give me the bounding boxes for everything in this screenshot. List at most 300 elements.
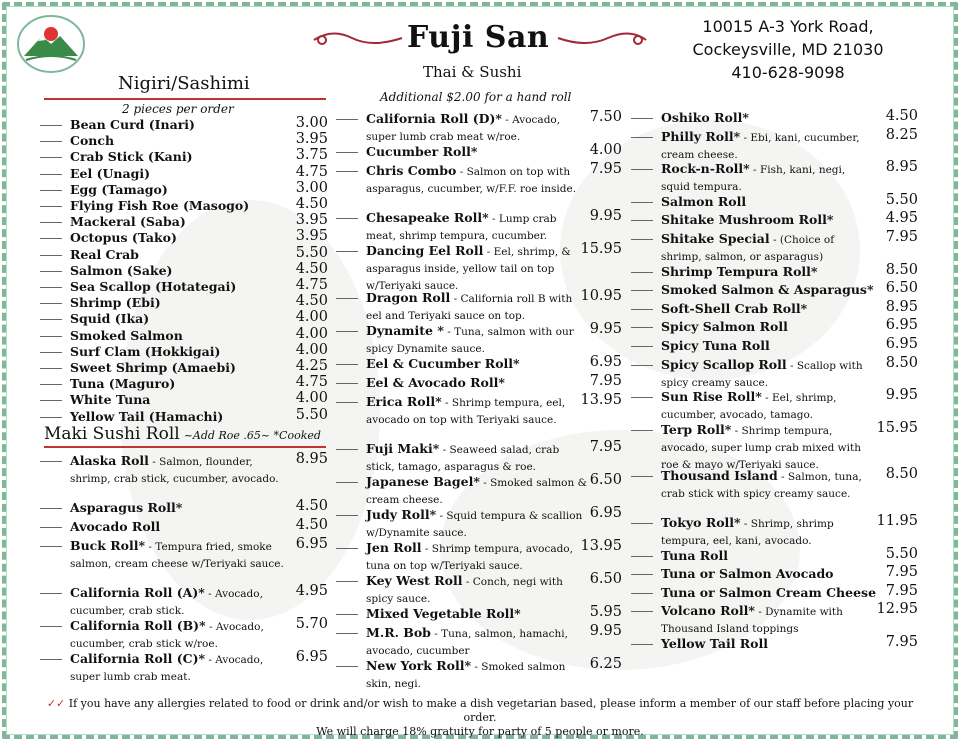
menu-item [70,498,328,515]
menu-item-description: - Tempura fried, smoke salmon, cream cheese w/Teriyaki sauce. [70,541,284,570]
menu-item-name: Sweet Shrimp (Amaebi) [70,360,236,375]
menu-item-price: 4.50 [295,293,328,310]
leader-line [336,482,358,483]
leader-line [40,352,62,353]
leader-line [336,364,358,365]
menu-item-price: 5.70 [295,616,328,632]
leader-line [631,611,653,612]
nigiri-note: 2 pieces per order [122,102,234,116]
address-line1: 10015 A-3 York Road, [702,17,874,36]
menu-item-description: - Conch, negi with spicy sauce. [366,576,563,605]
menu-item-price: 9.95 [589,623,622,639]
menu-item [661,466,918,502]
menu-item-description: - Tuna, salmon, hamachi, avocado, cucumber [366,628,568,657]
menu-item [661,159,918,195]
menu-item-name: Crab Stick (Kani) [70,149,193,165]
menu-item-price: 7.95 [885,564,918,581]
menu-item-price: 4.95 [295,583,328,599]
menu-item [70,309,328,327]
menu-item-price: 6.50 [589,571,622,587]
menu-item [70,536,328,572]
menu-item-price: 6.50 [589,472,622,488]
menu-item-name: Egg (Tamago) [70,181,168,197]
footer-line1: If you have any allergies related to food or drink and/or wish to make a dish vegetarian based, please inform a member of our staff before placing your order. [68,697,914,724]
menu-item-price: 7.95 [589,161,622,177]
check-icon: ✓✓ [46,697,66,710]
menu-item-description: - Avocado, cucumber, crab stick w/roe. [70,621,264,650]
menu-item-price: 7.95 [589,439,622,455]
menu-item [366,505,622,541]
menu-item-name: Eel (Unagi) [70,165,150,181]
leader-line [336,449,358,450]
leader-line [40,222,62,223]
leader-line [631,137,653,138]
menu-item-price: 5.50 [295,406,328,423]
menu-item [70,147,328,165]
menu-item-price: 9.95 [589,321,622,337]
menu-item [366,241,622,294]
menu-item-description: - Ebi, kani, cucumber, cream cheese. [661,131,860,161]
menu-item-description: - Shrimp, shrimp tempura, eel, kani, avocado. [661,518,834,547]
menu-item [661,634,918,651]
menu-item [70,131,328,149]
leader-line [336,383,358,384]
menu-item-price: 6.95 [589,505,622,521]
leader-line [40,157,62,158]
menu-item-description: - Shrimp tempura, eel, avocado on top with Teriyaki sauce. [366,397,566,426]
menu-item [70,649,328,685]
menu-item [366,472,622,508]
menu-item-price: 3.95 [295,228,328,245]
leader-line [631,593,653,594]
leader-line [40,368,62,369]
leader-line [40,508,62,509]
menu-item-price: 7.95 [885,634,918,650]
menu-item-description: - Seaweed salad, crab stick, tamago, asparagus & roe. [366,444,560,473]
menu-item-name: Bean Curd (Inari) [70,117,195,132]
menu-item-description: - Squid tempura & scallion w/Dynamite sauce. [366,510,583,539]
leader-line [40,659,62,660]
menu-item-description: - Shrimp tempura, avocado, super lump crab mixed with roe & mayo w/Teriyaki sauce. [661,424,862,471]
menu-item-name: Fuji Maki* [366,441,440,456]
menu-item [366,161,622,197]
leader-line [40,417,62,418]
menu-item-price: 15.95 [580,241,622,257]
menu-item [70,244,328,262]
menu-item [70,212,328,230]
leader-line [336,119,358,120]
menu-item [661,298,918,316]
menu-item-description: - Scallop with spicy creamy sauce. [661,359,863,389]
menu-item-price: 4.25 [295,358,328,374]
menu-item-name: Asparagus Roll* [70,500,183,515]
maki-divider [44,446,326,448]
menu-item-price: 11.95 [876,513,918,529]
leader-line [631,327,653,328]
menu-item [366,392,622,428]
leader-line [336,548,358,549]
menu-item-name: Spicy Tuna Roll [661,338,770,353]
menu-item-price: 6.95 [295,536,328,552]
menu-item-name: California Roll (C)* [70,651,206,666]
menu-item-name: Smoked Salmon & Asparagus* [661,282,874,298]
leader-line [336,331,358,332]
left-swirl-ornament [312,28,404,50]
menu-item [70,325,328,343]
menu-item-price: 6.95 [885,317,918,334]
leader-line [40,400,62,401]
menu-item-name: Mackeral (Saba) [70,214,186,230]
menu-item-price: 7.95 [589,373,622,389]
leader-line [631,220,653,221]
menu-item [70,583,328,619]
menu-item-name: Japanese Bagel* [366,474,480,489]
menu-item-name: Conch [70,133,115,149]
menu-item-price: 5.50 [295,244,328,261]
restaurant-subtitle: Thai & Sushi [423,63,522,81]
menu-item-name: Buck Roll* [70,538,146,553]
menu-item-description: - Tuna, salmon with our spicy Dynamite sauce. [366,326,574,355]
leader-line [631,476,653,477]
leader-line [336,402,358,403]
menu-item-price: 7.95 [885,229,918,245]
menu-item [70,115,328,132]
menu-item-description: - Fish, kani, negi, squid tempura. [661,164,846,194]
footer-line2: We will charge 18% gratuity for party of 5 people or more. [316,725,644,738]
leader-line [40,174,62,175]
menu-item [366,142,622,159]
menu-item-price: 3.00 [295,115,328,131]
menu-item-price: 3.95 [295,131,328,148]
menu-item [661,317,918,335]
leader-line [40,190,62,191]
menu-item [70,228,328,246]
menu-item [366,109,622,145]
menu-item-price: 4.00 [295,325,328,342]
leader-line [40,336,62,337]
leader-line [40,546,62,547]
menu-item-price: 4.00 [295,390,328,407]
menu-item-price: 4.00 [295,341,328,358]
menu-item-price: 4.00 [589,142,622,158]
menu-item-price: 3.75 [295,147,328,164]
menu-item-name: Octopus (Tako) [70,230,177,246]
leader-line [40,384,62,385]
menu-item-name: Dynamite * [366,323,444,338]
menu-item-name: Soft-Shell Crab Roll* [661,300,808,316]
nigiri-divider [44,98,326,100]
menu-item [661,210,918,228]
menu-item [661,354,918,391]
menu-item-name: Dragon Roll [366,290,451,305]
menu-item-name: Judy Roll* [366,507,437,522]
leader-line [40,303,62,304]
leader-line [336,218,358,219]
menu-item [70,390,328,408]
menu-item-name: Volcano Roll* [661,603,755,619]
menu-item-name: California Roll (A)* [70,585,205,600]
menu-item [661,601,918,637]
menu-item-price: 9.95 [589,208,622,224]
menu-item-price: 4.75 [295,163,328,180]
menu-item [366,321,622,357]
menu-item-price: 7.50 [589,109,622,125]
menu-item-description: - (Choice of shrimp, salmon, or asparagus) [661,234,835,263]
menu-item-description: - Smoked salmon skin, negi. [366,661,566,690]
leader-line [631,397,653,398]
leader-line [631,556,653,557]
menu-item-name: Spicy Salmon Roll [661,319,788,335]
menu-item-price: 8.50 [885,354,918,371]
menu-item-name: Eel & Avocado Roll* [366,375,505,390]
menu-item-name: New York Roll* [366,658,472,673]
leader-line [336,614,358,615]
menu-item-price: 4.75 [295,277,328,293]
leader-line [336,298,358,299]
menu-item-name: Avocado Roll [70,519,161,534]
leader-line [40,206,62,207]
menu-item-name: California Roll (D)* [366,111,502,126]
right-swirl-ornament [556,28,648,50]
menu-item [661,387,918,423]
leader-line [40,593,62,594]
leader-line [631,644,653,645]
menu-item [661,545,918,563]
menu-item [366,538,622,574]
menu-item-price: 13.95 [580,392,622,408]
footer-notice [40,697,920,739]
menu-item [366,208,622,244]
menu-item-name: California Roll (B)* [70,618,206,633]
menu-item [661,280,918,298]
menu-item-price: 3.95 [295,212,328,229]
menu-item [70,374,328,392]
menu-item-description: - California roll B with eel and Teriyaki sauce on top. [366,293,573,322]
leader-line [40,527,62,528]
menu-item-name: Squid (Ika) [70,311,150,327]
leader-line [40,319,62,320]
menu-item-name: Sea Scallop (Hotategai) [70,279,237,294]
leader-line [631,574,653,575]
leader-line [336,171,358,172]
menu-item-description: - Avocado, super lumb crab meat w/roe. [366,114,561,143]
maki-note: ~Add Roe .65~ *Cooked [183,429,321,442]
menu-item [661,419,918,473]
menu-item [366,439,622,475]
menu-item-name: Real Crab [70,246,139,262]
menu-item-price: 6.50 [885,280,918,297]
menu-item-name: Terp Roll* [661,421,732,437]
leader-line [336,666,358,667]
menu-item [70,196,328,213]
menu-item-price: 10.95 [580,288,622,304]
leader-line [631,523,653,524]
leader-line [40,626,62,627]
menu-item-description: - Smoked salmon & cream cheese. [366,477,587,506]
menu-item-price: 9.95 [885,387,918,404]
fuji-logo-icon [16,14,86,74]
menu-item-name: Sun Rise Roll* [661,389,762,405]
menu-item-name: Oshiko Roll* [661,110,749,125]
leader-line [631,430,653,431]
menu-item-name: Key West Roll [366,573,463,588]
leader-line [40,141,62,142]
menu-item-name: Tuna (Maguro) [70,376,176,392]
leader-line [631,290,653,291]
menu-item-price: 5.50 [885,191,918,208]
menu-item-description: - Lump crab meat, shrimp tempura, cucumber. [366,213,557,242]
menu-item-price: 13.95 [580,538,622,554]
menu-item-price: 5.95 [589,604,622,620]
menu-item-name: Salmon Roll [661,193,747,209]
menu-item-name: Tuna or Salmon Cream Cheese [661,584,877,600]
menu-item-price: 15.95 [876,419,918,436]
leader-line [631,365,653,366]
menu-item-price: 4.95 [885,210,918,227]
menu-item [70,179,328,197]
menu-item-name: Jen Roll [366,540,422,555]
footer-line1-wrap [40,697,920,725]
menu-item-price: 12.95 [876,601,918,618]
menu-item-name: Shitake Special [661,231,770,246]
menu-item-name: Eel & Cucumber Roll* [366,356,520,371]
menu-item-price: 7.95 [885,582,918,599]
menu-item-name: Spicy Scallop Roll [661,356,787,372]
menu-item-name: Salmon (Sake) [70,262,173,278]
menu-item-description: - Dynamite with Thousand Island toppings [661,606,843,636]
menu-item-name: Yellow Tail Roll [661,636,769,651]
menu-item [70,260,328,278]
menu-item-price: 8.50 [885,466,918,483]
menu-item-price: 6.95 [885,336,918,352]
menu-item-price: 6.25 [589,656,622,672]
menu-item-price: 8.25 [885,126,918,143]
menu-item [70,293,328,311]
menu-item-name: Tuna or Salmon Avocado [661,566,834,582]
menu-item-name: Dancing Eel Roll [366,243,484,258]
menu-item [70,616,328,652]
menu-item-price: 6.95 [589,354,622,370]
menu-item-name: White Tuna [70,392,151,408]
leader-line [40,271,62,272]
menu-item [366,623,622,659]
menu-item-name: Chris Combo [366,163,457,178]
menu-item-price: 4.50 [295,498,328,514]
menu-item-description: - Eel, shrimp, cucumber, avocado, tamago. [661,392,837,422]
leader-line [631,346,653,347]
menu-item [70,358,328,375]
menu-item [70,163,328,181]
menu-item-name: Flying Fish Roe (Masogo) [70,198,250,213]
menu-item [366,571,622,607]
menu-item-price: 4.50 [885,108,918,124]
leader-line [40,238,62,239]
menu-item-price: 4.50 [295,196,328,212]
menu-item [661,229,918,265]
menu-item-price: 8.95 [885,159,918,176]
menu-item-name: Yellow Tail (Hamachi) [70,408,224,424]
menu-item-name: Alaska Roll [70,453,149,468]
menu-item [70,451,328,487]
menu-item-name: Smoked Salmon [70,327,183,343]
menu-item-name: Mixed Vegetable Roll* [366,606,521,621]
menu-item-name: Tokyo Roll* [661,515,741,530]
menu-item [70,406,328,424]
leader-line [631,118,653,119]
menu-item-price: 6.95 [295,649,328,665]
menu-item [366,354,622,371]
menu-item-name: Cucumber Roll* [366,144,478,159]
menu-item [661,513,918,549]
menu-item-description: - Avocado, super lumb crab meat. [70,654,264,683]
phone-number: 410-628-9098 [731,63,845,82]
leader-line [336,515,358,516]
menu-item-price: 8.95 [295,451,328,467]
menu-item-name: Philly Roll* [661,128,741,144]
menu-item-name: Erica Roll* [366,394,442,409]
menu-item-price: 3.00 [295,179,328,196]
menu-item-price: 4.50 [295,260,328,277]
menu-item-name: M.R. Bob [366,625,431,640]
menu-item-name: Surf Clam (Hokkigai) [70,343,221,359]
leader-line [336,633,358,634]
menu-item-name: Rock-n-Roll* [661,161,750,177]
leader-line [631,169,653,170]
address-line2: Cockeysville, MD 21030 [692,40,884,59]
hand-roll-note: Additional $2.00 for a hand roll [380,90,572,104]
menu-item-name: Chesapeake Roll* [366,210,489,225]
menu-item [661,261,918,279]
leader-line [40,125,62,126]
menu-item [366,288,622,324]
menu-item-description: - Avocado, cucumber, crab stick. [70,588,263,617]
menu-item [70,341,328,359]
menu-item-price: 8.50 [885,261,918,278]
menu-item-description: - Salmon, flounder, shrimp, crab stick, cucumber, avocado. [70,456,279,485]
menu-item-description: - Shrimp tempura, avocado, tuna on top w/Teriyaki sauce. [366,543,573,572]
menu-item-description: - Salmon, tuna, crab stick with spicy creamy sauce. [661,471,862,501]
leader-line [336,251,358,252]
menu-item-name: Shrimp (Ebi) [70,295,161,311]
leader-line [631,239,653,240]
leader-line [631,272,653,273]
leader-line [631,202,653,203]
menu-item [70,277,328,294]
menu-item-price: 4.50 [295,517,328,533]
menu-item [661,582,918,600]
menu-item-price: 5.50 [885,545,918,562]
maki-heading-text: Maki Sushi Roll [44,424,180,444]
menu-item [70,517,328,534]
menu-item-description: - Eel, shrimp, & asparagus inside, yellow tail on top w/Teriyaki sauce. [366,246,571,292]
maki-heading [44,424,321,444]
menu-item [661,564,918,582]
menu-item-price: 4.00 [295,309,328,326]
leader-line [40,287,62,288]
menu-item [661,191,918,209]
leader-line [336,152,358,153]
menu-item [661,108,918,125]
nigiri-heading: Nigiri/Sashimi [118,73,250,94]
menu-item [661,336,918,353]
menu-item [366,373,622,390]
menu-item-name: Shrimp Tempura Roll* [661,263,818,279]
menu-item-name: Shitake Mushroom Roll* [661,212,834,228]
menu-item-price: 8.95 [885,298,918,315]
menu-item [661,126,918,163]
menu-item-description: - Salmon on top with asparagus, cucumber, w/F.F. roe inside. [366,166,577,195]
menu-item [366,656,622,692]
